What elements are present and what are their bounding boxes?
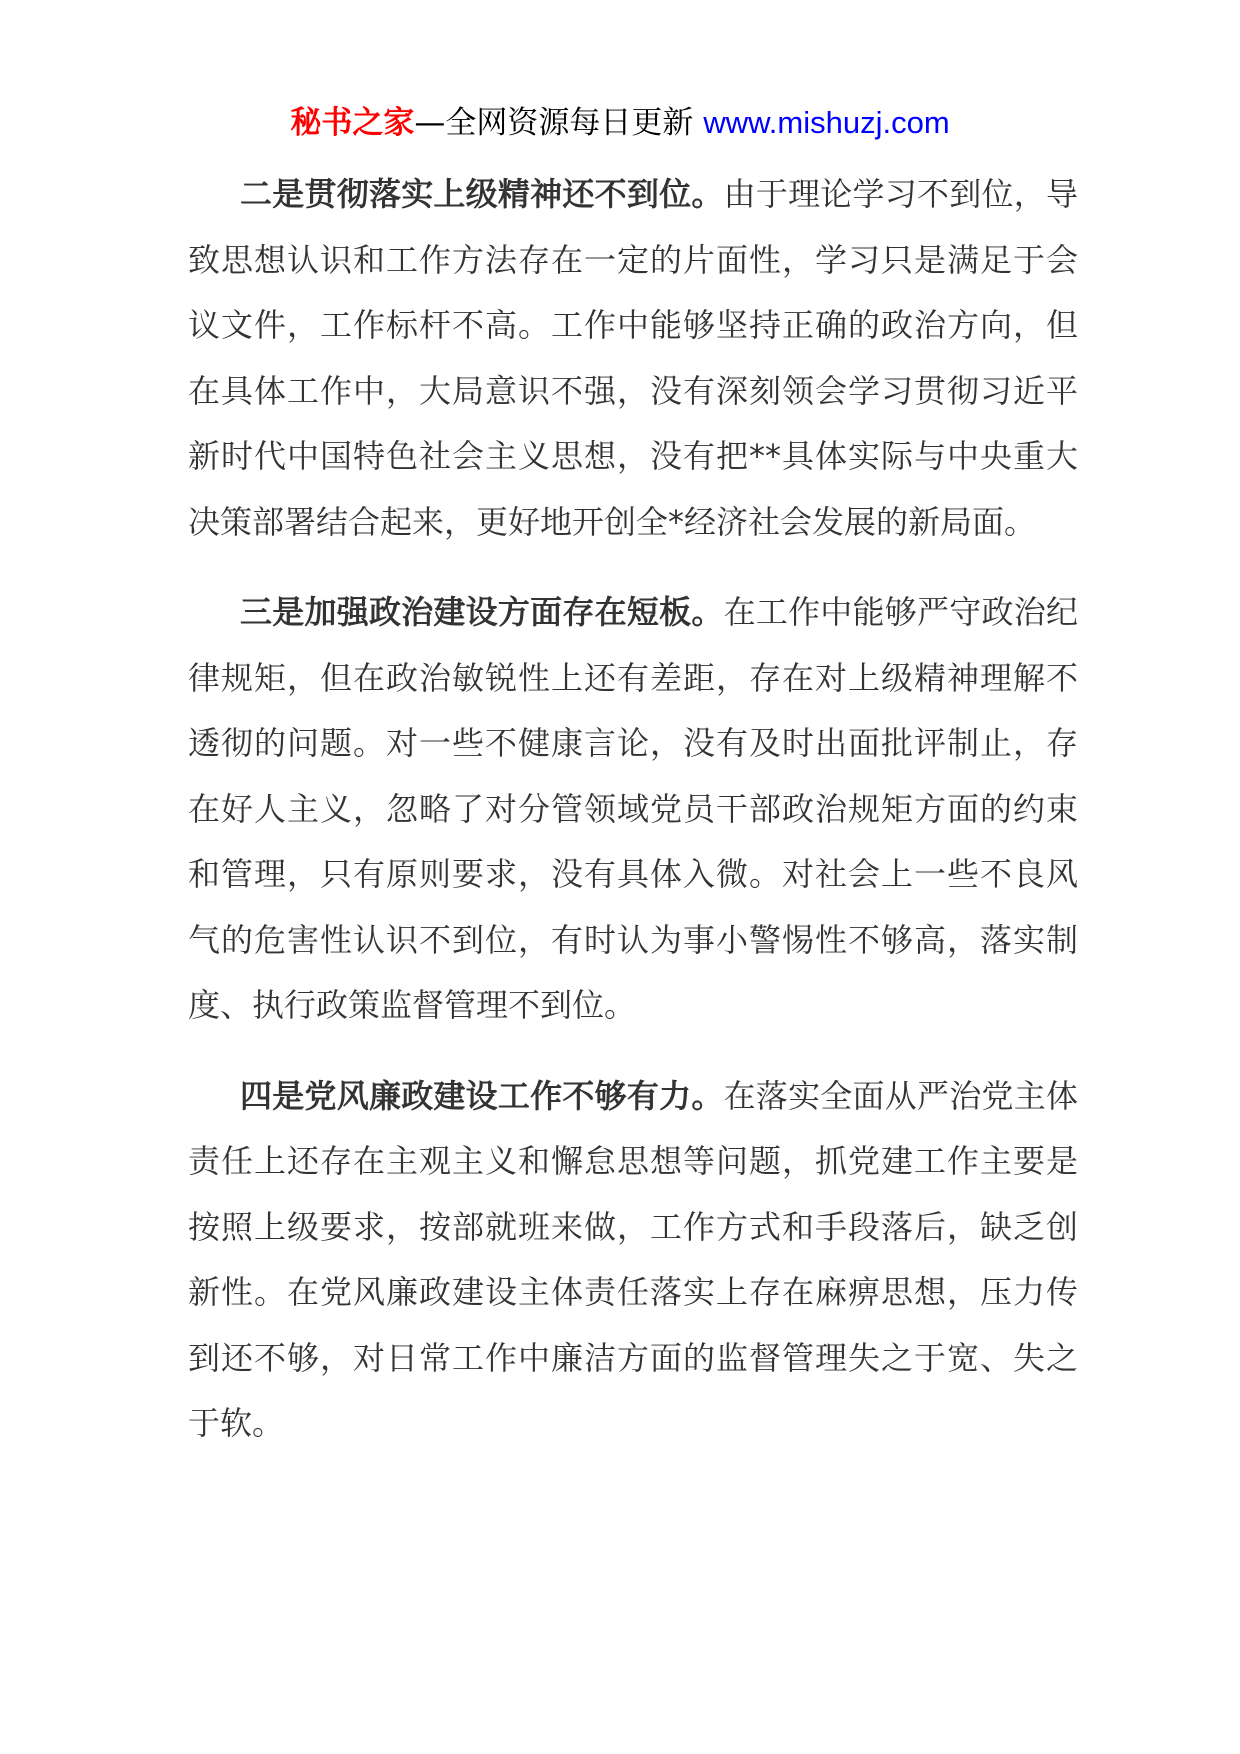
header-brand: 秘书之家 bbox=[290, 105, 415, 141]
paragraph-heading: 二是贯彻落实上级精神还不到位。 bbox=[240, 175, 724, 213]
page-header bbox=[0, 98, 1240, 148]
paragraph-heading: 三是加强政治建设方面存在短板。 bbox=[240, 593, 724, 631]
header-slogan: —全网资源每日更新 bbox=[414, 105, 694, 141]
header-url-link[interactable]: www.mishuzj.com bbox=[703, 105, 950, 140]
paragraph-text: 由于理论学习不到位，导致思想认识和工作方法存在一定的片面性，学习只是满足于会议文件，工作标杆不高。工作中能够坚持正确的政治方向，但在具体工作中，大局意识不强，没有深刻领会学习贯彻习近平新时代中国特色社会主义思想，没有把**具体实际与中央重大决策部署结合起来，更好地开创全*经济社会发展的新局面。 bbox=[188, 175, 1078, 541]
paragraph-heading: 四是党风廉政建设工作不够有力。 bbox=[240, 1076, 724, 1115]
paragraph-2 bbox=[188, 162, 1078, 555]
paragraph-4 bbox=[188, 1064, 1078, 1457]
paragraph-text: 在落实全面从严治党主体责任上还存在主观主义和懈怠思想等问题，抓党建工作主要是按照上级要求，按部就班来做，工作方式和手段落后，缺乏创新性。在党风廉政建设主体责任落实上存在麻痹思想，压力传到还不够，对日常工作中廉洁方面的监督管理失之于宽、失之于软。 bbox=[188, 1076, 1078, 1442]
paragraph-3 bbox=[188, 580, 1078, 1039]
document-body bbox=[188, 162, 1078, 1482]
paragraph-text: 在工作中能够严守政治纪律规矩，但在政治敏锐性上还有差距，存在对上级精神理解不透彻的问题。对一些不健康言论，没有及时出面批评制止，存在好人主义，忽略了对分管领域党员干部政治规矩方面的约束和管理，只有原则要求，没有具体入微。对社会上一些不良风气的危害性认识不到位，有时认为事小警惕性不够高，落实制度、执行政策监督管理不到位。 bbox=[188, 593, 1078, 1024]
